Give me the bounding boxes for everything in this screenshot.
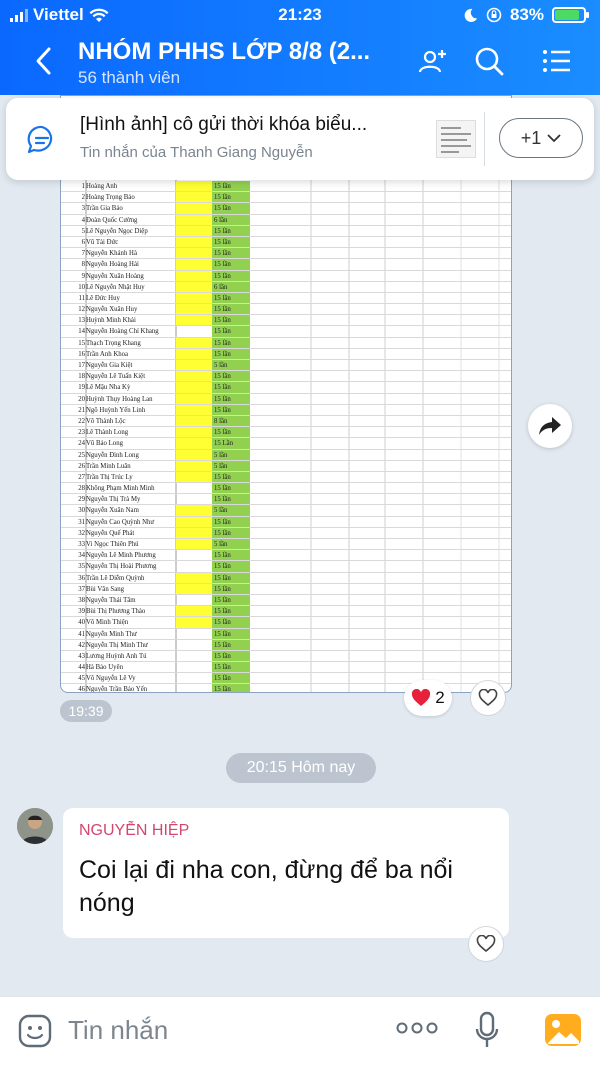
sticker-icon[interactable] xyxy=(18,1014,52,1048)
table-row xyxy=(61,382,512,393)
table-row xyxy=(61,662,512,673)
row-number: 20 xyxy=(78,395,85,403)
count-cell: 15 lần xyxy=(212,427,250,438)
reaction-count: 2 xyxy=(435,688,445,707)
student-name: Nguyễn Thái Tâm xyxy=(86,596,136,604)
table-row xyxy=(61,617,512,628)
row-number: 13 xyxy=(78,317,85,325)
table-row xyxy=(61,226,512,237)
shared-image[interactable] xyxy=(60,95,512,693)
share-arrow-icon xyxy=(538,415,562,437)
row-number: 7 xyxy=(81,250,85,258)
row-number: 39 xyxy=(78,608,85,616)
pinned-thumbnail xyxy=(436,120,476,158)
table-row xyxy=(61,595,512,606)
count-cell: 15 lần xyxy=(212,483,250,494)
row-number: 40 xyxy=(78,619,85,627)
table-row xyxy=(61,450,512,461)
student-name: Trần Gia Bảo xyxy=(86,205,123,213)
row-number: 2 xyxy=(81,194,85,202)
table-row xyxy=(61,550,512,561)
count-cell: 15 lần xyxy=(212,494,250,505)
count-cell: 15 lần xyxy=(212,181,250,192)
date-divider: 20:15 Hôm nay xyxy=(226,753,376,783)
student-name: Nguyễn Hoàng Hải xyxy=(86,261,139,269)
gallery-icon[interactable] xyxy=(544,1013,582,1047)
count-cell: 15 lần xyxy=(212,326,250,337)
row-number: 4 xyxy=(81,216,85,224)
table-row xyxy=(61,282,512,293)
row-number: 31 xyxy=(78,518,85,526)
row-number: 37 xyxy=(78,585,85,593)
count-cell: 15 lần xyxy=(212,640,250,651)
search-icon[interactable] xyxy=(472,44,506,78)
count-cell: 15 lần xyxy=(212,226,250,237)
row-number: 17 xyxy=(78,362,85,369)
row-number: 26 xyxy=(78,462,85,470)
count-cell: 15 lần xyxy=(212,673,250,684)
row-number: 19 xyxy=(78,384,85,392)
count-cell: 15 lần xyxy=(212,293,250,304)
pinned-subtitle: Tin nhắn của Thanh Giang Nguyễn xyxy=(80,144,313,161)
student-name: Võ Thành Lộc xyxy=(86,417,126,425)
row-number: 22 xyxy=(78,417,85,425)
battery-label: 83% xyxy=(509,5,544,24)
student-name: Bùi Thị Phương Thảo xyxy=(86,608,146,616)
table-row xyxy=(61,561,512,572)
row-number: 35 xyxy=(78,563,85,571)
microphone-icon[interactable] xyxy=(474,1011,500,1051)
chat-header xyxy=(0,0,600,95)
student-name: Nguyễn Đình Long xyxy=(86,451,139,459)
count-cell: 15 lần xyxy=(212,304,250,315)
student-name: Huỳnh Thụy Hoàng Lan xyxy=(86,395,153,403)
more-options-icon[interactable] xyxy=(396,1021,438,1035)
moon-icon xyxy=(463,8,478,23)
count-cell: 15 lần xyxy=(212,629,250,640)
student-name: Nguyễn Minh Thư xyxy=(86,630,137,638)
count-cell: 15 lần xyxy=(212,595,250,606)
count-cell: 15 Lần xyxy=(212,438,250,449)
row-number: 12 xyxy=(78,306,85,314)
row-number: 23 xyxy=(78,429,85,437)
student-name: Nguyễn Thị Minh Thư xyxy=(86,641,148,649)
table-row xyxy=(61,416,512,427)
carrier-label: Viettel xyxy=(33,5,84,24)
table-row xyxy=(61,304,512,315)
count-cell: 15 lần xyxy=(212,371,250,382)
table-row xyxy=(61,494,512,505)
pinned-separator xyxy=(484,112,485,166)
student-name: Lê Đức Huy xyxy=(86,294,120,302)
row-number: 8 xyxy=(81,261,85,269)
table-row xyxy=(61,539,512,550)
orientation-lock-icon xyxy=(486,7,502,23)
heart-icon xyxy=(411,689,431,707)
table-row xyxy=(61,181,512,192)
row-number: 32 xyxy=(78,529,85,537)
reaction-summary[interactable] xyxy=(404,680,452,716)
row-number: 21 xyxy=(78,406,85,414)
row-number: 43 xyxy=(78,652,85,660)
message-input[interactable]: Tin nhắn xyxy=(68,1015,169,1045)
table-row xyxy=(61,651,512,662)
student-name: Nguyễn Xuân Hoàng xyxy=(86,272,144,280)
row-number: 44 xyxy=(78,664,85,672)
student-name: Vũ Tài Đức xyxy=(86,238,119,246)
table-row xyxy=(61,606,512,617)
count-cell: 15 lần xyxy=(212,248,250,259)
avatar[interactable] xyxy=(17,808,53,844)
table-row xyxy=(61,259,512,270)
student-name: Thạch Trọng Khang xyxy=(86,339,141,347)
row-number: 11 xyxy=(78,294,85,302)
count-cell: 15 lần xyxy=(212,405,250,416)
count-cell: 15 lần xyxy=(212,472,250,483)
table-row xyxy=(61,394,512,405)
table-row xyxy=(61,505,512,516)
table-row xyxy=(61,248,512,259)
count-cell: 15 lần xyxy=(212,651,250,662)
pinned-more-button[interactable] xyxy=(499,118,583,158)
message-bubble[interactable] xyxy=(63,808,509,938)
message-text: Coi lại đi nha con, đừng để ba nổi nóng xyxy=(79,856,453,917)
count-cell: 15 lần xyxy=(212,203,250,214)
row-number: 33 xyxy=(78,541,85,548)
count-cell: 5 lần xyxy=(212,450,250,461)
count-cell: 15 lần xyxy=(212,349,250,360)
student-name: Nguyễn Trần Bảo Yến xyxy=(86,686,148,693)
count-cell: 15 lần xyxy=(212,528,250,539)
table-row xyxy=(61,528,512,539)
student-name: Lương Huỳnh Anh Tú xyxy=(86,652,147,660)
row-number: 24 xyxy=(78,440,85,448)
table-row xyxy=(61,629,512,640)
table-row xyxy=(61,573,512,584)
table-row xyxy=(61,584,512,595)
count-cell: 15 lần xyxy=(212,584,250,595)
count-cell: 15 lần xyxy=(212,192,250,203)
table-row xyxy=(61,517,512,528)
row-number: 30 xyxy=(78,507,85,515)
count-cell: 15 lần xyxy=(212,606,250,617)
student-name: Nguyễn Xuân Huy xyxy=(86,306,138,314)
count-cell: 8 lần xyxy=(212,416,250,427)
row-number: 41 xyxy=(78,630,85,638)
group-title[interactable]: NHÓM PHHS LỚP 8/8 (2... xyxy=(78,38,371,65)
share-button[interactable] xyxy=(528,404,572,448)
student-name: Đoàn Quốc Cường xyxy=(86,216,138,224)
pinned-title: [Hình ảnh] cô gửi thời khóa biểu... xyxy=(80,114,368,135)
table-row xyxy=(61,461,512,472)
student-name: Trần Anh Khoa xyxy=(86,350,129,358)
student-name: Nguyễn Hoàng Chí Khang xyxy=(86,328,159,336)
avatar-image xyxy=(17,808,53,844)
message-bubble-icon xyxy=(26,124,58,156)
row-number: 28 xyxy=(78,485,85,493)
status-time: 21:23 xyxy=(278,5,322,24)
student-name: Bùi Văn Sang xyxy=(86,585,125,593)
student-name: Hà Bảo Uyên xyxy=(86,664,123,672)
student-name: Nguyễn Lê Tuấn Kiệt xyxy=(86,373,146,381)
student-name: Võ Nguyễn Lê Vy xyxy=(86,675,136,683)
student-name: Nguyễn Cao Quỳnh Như xyxy=(86,518,155,526)
status-bar xyxy=(0,5,600,27)
student-rows xyxy=(61,181,512,693)
pinned-message[interactable] xyxy=(6,98,594,180)
count-cell: 5 lần xyxy=(212,360,250,371)
count-cell: 15 lần xyxy=(212,382,250,393)
student-name: Ngô Huỳnh Yến Linh xyxy=(86,406,146,414)
table-row xyxy=(61,203,512,214)
student-name: Nguyễn Thị Trà My xyxy=(86,496,141,504)
count-cell: 5 lần xyxy=(212,539,250,550)
count-cell: 15 lần xyxy=(212,237,250,248)
battery-icon xyxy=(552,7,586,23)
count-cell: 5 lần xyxy=(212,505,250,516)
count-cell: 15 lần xyxy=(212,517,250,528)
student-name: Lê Nguyễn Ngọc Diệp xyxy=(86,227,148,235)
row-number: 38 xyxy=(78,596,85,604)
table-row xyxy=(61,271,512,282)
student-name: Nguyễn Xuân Nam xyxy=(86,507,139,515)
row-number: 1 xyxy=(81,183,85,190)
table-row xyxy=(61,640,512,651)
student-name: Vi Ngọc Thiên Phú xyxy=(86,541,139,548)
member-count[interactable]: 56 thành viên xyxy=(78,68,181,87)
count-cell: 15 lần xyxy=(212,617,250,628)
student-name: Trần Lê Diễm Quỳnh xyxy=(86,574,145,582)
row-number: 27 xyxy=(78,473,85,481)
count-cell: 15 lần xyxy=(212,338,250,349)
row-number: 9 xyxy=(81,272,85,280)
table-row xyxy=(61,427,512,438)
sender-name[interactable]: NGUYỄN HIỆP xyxy=(79,822,190,839)
image-time: 19:39 xyxy=(60,700,112,722)
student-name: Võ Minh Thiện xyxy=(86,619,129,627)
table-row xyxy=(61,192,512,203)
row-number: 34 xyxy=(78,552,85,560)
status-right xyxy=(463,5,586,25)
student-name: Hoàng Trọng Bảo xyxy=(86,194,135,202)
row-number: 45 xyxy=(78,675,85,683)
react-button-2[interactable] xyxy=(468,926,504,962)
table-row xyxy=(61,360,512,371)
row-number: 14 xyxy=(78,328,85,336)
count-cell: 15 lần xyxy=(212,561,250,572)
menu-list-icon[interactable] xyxy=(540,44,574,78)
count-cell: 15 lần xyxy=(212,573,250,584)
row-number: 6 xyxy=(81,238,85,246)
table-row xyxy=(61,405,512,416)
heart-outline-icon xyxy=(476,935,496,953)
row-number: 46 xyxy=(78,686,85,693)
student-name: Hoàng Anh xyxy=(86,183,118,190)
table-row xyxy=(61,293,512,304)
student-name: Trần Thị Trúc Ly xyxy=(86,473,133,481)
student-name: Nguyễn Khánh Hà xyxy=(86,250,137,258)
count-cell: 6 lần xyxy=(212,282,250,293)
student-name: Lê Nguyễn Nhật Huy xyxy=(86,283,145,291)
table-row xyxy=(61,237,512,248)
student-name: Huỳnh Minh Khải xyxy=(86,317,136,325)
row-number: 18 xyxy=(78,373,85,381)
count-cell: 6 lần xyxy=(212,215,250,226)
count-cell: 15 lần xyxy=(212,259,250,270)
table-row xyxy=(61,371,512,382)
table-row xyxy=(61,215,512,226)
row-number: 36 xyxy=(78,574,85,582)
count-cell: 5 lần xyxy=(212,461,250,472)
table-row xyxy=(61,349,512,360)
student-name: Nguyễn Quế Phát xyxy=(86,529,135,537)
table-row xyxy=(61,338,512,349)
heart-outline-icon xyxy=(478,689,498,707)
add-member-icon[interactable] xyxy=(416,44,450,78)
student-name: Nguyễn Lê Minh Phương xyxy=(86,552,156,560)
student-name: Không Phạm Minh Minh xyxy=(86,485,155,493)
row-number: 29 xyxy=(78,496,85,504)
student-name: Vũ Bảo Long xyxy=(86,440,124,448)
table-row xyxy=(61,438,512,449)
row-number: 16 xyxy=(78,350,85,358)
table-row xyxy=(61,472,512,483)
row-number: 15 xyxy=(78,339,85,347)
count-cell: 15 lần xyxy=(212,662,250,673)
row-number: 25 xyxy=(78,451,85,459)
row-number: 3 xyxy=(81,205,85,213)
row-number: 10 xyxy=(78,283,85,291)
count-cell: 15 lần xyxy=(212,550,250,561)
table-row xyxy=(61,483,512,494)
input-bar xyxy=(0,996,600,1067)
student-name: Trần Minh Luân xyxy=(86,462,131,470)
student-name: Lê Thành Long xyxy=(86,429,129,437)
student-name: Nguyễn Gia Kiệt xyxy=(86,362,133,369)
back-arrow-icon[interactable] xyxy=(30,44,58,78)
count-cell: 15 lần xyxy=(212,684,250,693)
count-cell: 15 lần xyxy=(212,271,250,282)
student-name: Lê Mậu Nha Kỳ xyxy=(86,384,131,392)
table-row xyxy=(61,315,512,326)
count-cell: 15 lần xyxy=(212,394,250,405)
row-number: 42 xyxy=(78,641,85,649)
row-number: 5 xyxy=(81,227,85,235)
table-row xyxy=(61,326,512,337)
chevron-down-icon xyxy=(547,133,561,143)
student-name: Nguyễn Thị Hoài Phương xyxy=(86,563,157,571)
count-cell: 15 lần xyxy=(212,315,250,326)
pinned-more-label: +1 xyxy=(520,127,542,148)
react-button[interactable] xyxy=(470,680,506,716)
